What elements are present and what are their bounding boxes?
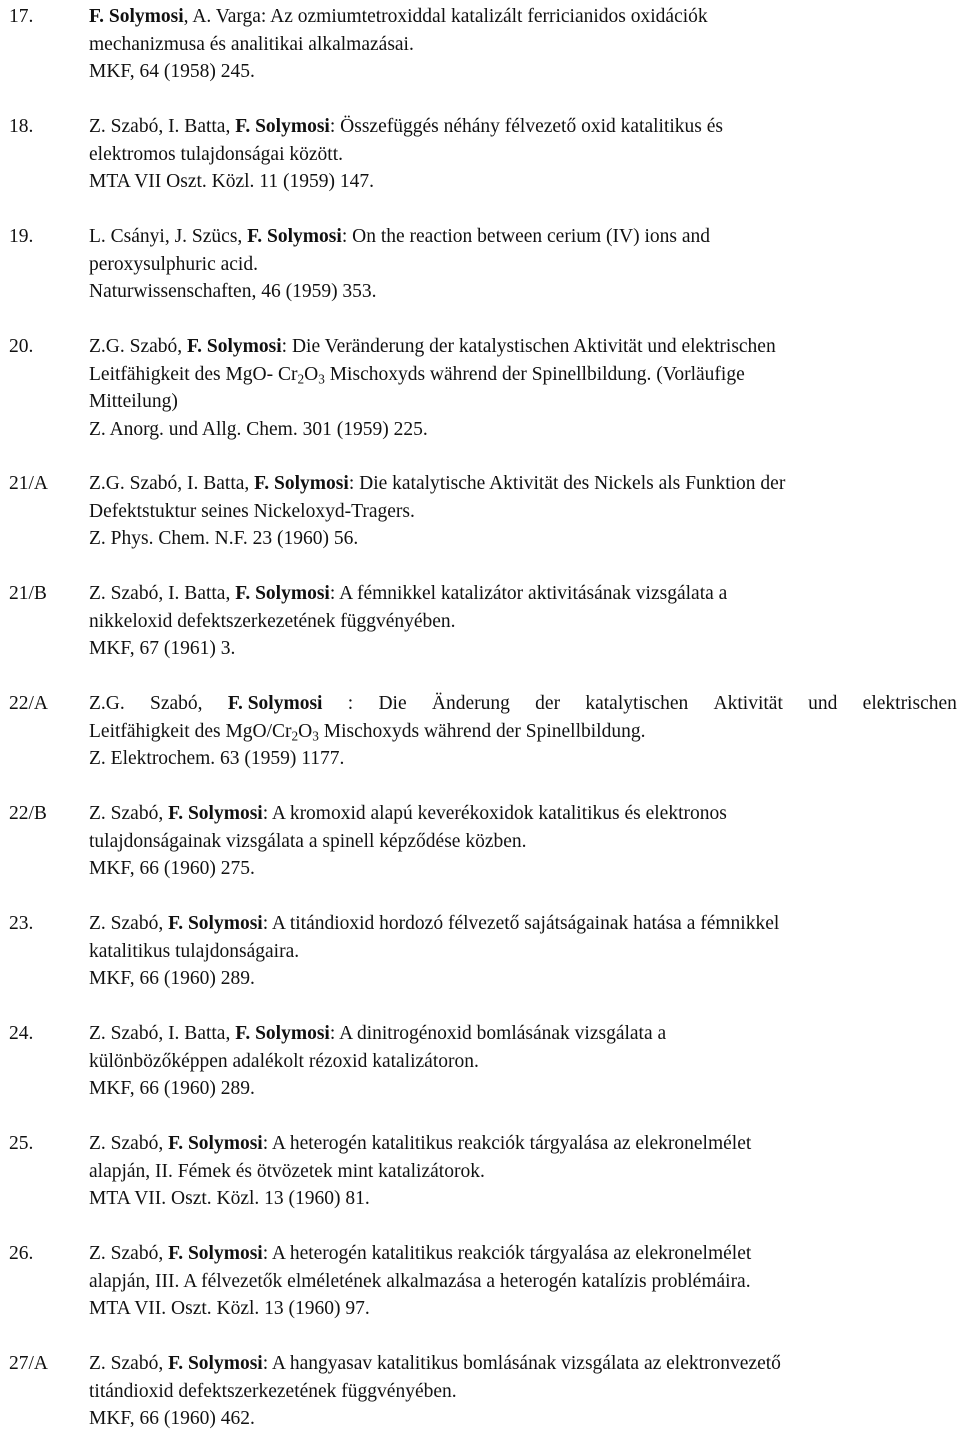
reference-line — [89, 388, 957, 416]
reference-line — [89, 470, 957, 498]
reference-body — [89, 3, 957, 86]
reference-line — [89, 718, 957, 746]
reference-line — [89, 333, 957, 361]
reference-text: Mischoxyds während der Spinellbildung. (Vorläufige — [324, 363, 745, 385]
reference-text: Defektstuktur seines Nickeloxyd-Tragers. — [89, 500, 415, 522]
reference-text: Aktivität — [713, 693, 783, 714]
reference-text: Z. Szabó, I. Batta, — [89, 1023, 236, 1044]
reference-line — [89, 1295, 957, 1323]
reference-text: Szabó, — [150, 693, 203, 714]
subscript: 2 — [291, 727, 299, 743]
reference-text: nikkeloxid defektszerkezetének függvényében. — [89, 610, 456, 632]
reference-text: Z. Szabó, — [89, 913, 169, 934]
reference-text: MKF, 66 (1960) 289. — [89, 968, 255, 989]
reference-number: 21/A — [9, 473, 48, 494]
reference-line — [89, 1020, 957, 1048]
reference-line — [89, 1185, 957, 1213]
reference-text: katalytischen — [585, 693, 689, 714]
reference-text: MTA VII Oszt. Közl. 11 (1959) 147. — [89, 171, 374, 192]
reference-text: O — [298, 720, 313, 742]
reference-text: titándioxid defektszerkezetének függvényében. — [89, 1380, 457, 1402]
author-name: F. Solymosi — [168, 1243, 263, 1264]
reference-text: Mitteilung) — [89, 391, 178, 412]
reference-text: Die — [378, 693, 407, 714]
subscript: 2 — [297, 370, 305, 386]
reference-text: L. Csányi, J. Szücs, — [89, 226, 248, 247]
reference-line — [89, 938, 957, 966]
reference-text: különbözőképpen adalékolt rézoxid katalizátoron. — [89, 1050, 479, 1072]
author-name: F. Solymosi — [168, 1133, 263, 1154]
author-name: F. Solymosi — [168, 913, 263, 934]
reference-text: katalitikus tulajdonságaira. — [89, 940, 300, 962]
author-name: F. Solymosi — [168, 803, 263, 824]
reference-text: Z. Anorg. und Allg. Chem. 301 (1959) 225. — [89, 418, 428, 440]
reference-number: 27/A — [9, 1353, 48, 1374]
reference-line — [89, 1350, 957, 1378]
author-name: F. Solymosi — [235, 1023, 330, 1044]
reference-line — [89, 1268, 957, 1296]
reference-body — [89, 223, 957, 306]
reference-number: 24. — [9, 1023, 34, 1044]
reference-line — [89, 251, 957, 279]
reference-text: : A heterogén katalitikus reakciók tárgyalása az elekronelmélet — [262, 1243, 752, 1264]
author-name: F. Solymosi — [235, 116, 330, 137]
reference-text: Z. Szabó, I. Batta, — [89, 116, 236, 137]
reference-number: 18. — [9, 116, 34, 137]
reference-body — [89, 333, 957, 443]
reference-text: alapján, III. A félvezetők elméletének alkalmazása a heterogén katalízis problémáira. — [89, 1270, 751, 1292]
reference-line — [89, 910, 957, 938]
reference-body — [89, 1240, 957, 1323]
reference-text: MKF, 66 (1960) 462. — [89, 1408, 255, 1429]
reference-text: Mischoxyds während der Spinellbildung. — [318, 720, 646, 742]
reference-text: der — [535, 693, 561, 714]
reference-text: : Összefüggés néhány félvezető oxid katalitikus és — [329, 116, 723, 137]
reference-text: MKF, 64 (1958) 245. — [89, 61, 255, 82]
reference-text: Z.G. Szabó, — [89, 336, 188, 357]
reference-text: Z. Szabó, — [89, 803, 169, 824]
reference-text: MKF, 67 (1961) 3. — [89, 638, 236, 659]
reference-text: Z.G. — [89, 693, 125, 714]
reference-text: elektrischen — [862, 693, 957, 714]
reference-line — [89, 608, 957, 636]
reference-text: peroxysulphuric acid. — [89, 253, 258, 275]
reference-number: 21/B — [9, 583, 47, 604]
reference-text: MTA VII. Oszt. Közl. 13 (1960) 81. — [89, 1188, 370, 1209]
reference-number: 23. — [9, 913, 34, 934]
reference-line — [89, 58, 957, 86]
reference-number: 22/A — [9, 693, 48, 714]
reference-line — [89, 800, 957, 828]
reference-text: Naturwissenschaften, 46 (1959) 353. — [89, 281, 377, 302]
reference-text: Z. Szabó, — [89, 1243, 169, 1264]
reference-line — [89, 168, 957, 196]
reference-number: 17. — [9, 6, 34, 27]
reference-line — [89, 3, 957, 31]
reference-body — [89, 800, 957, 883]
reference-text: MTA VII. Oszt. Közl. 13 (1960) 97. — [89, 1298, 370, 1319]
author-name: F. Solymosi — [168, 1353, 263, 1374]
reference-line — [89, 580, 957, 608]
reference-text: : On the reaction between cerium (IV) ions and — [341, 226, 711, 247]
reference-body — [89, 1130, 957, 1213]
reference-line — [89, 1130, 957, 1158]
reference-number: 19. — [9, 226, 34, 247]
reference-line — [89, 498, 957, 526]
reference-number: 26. — [9, 1243, 34, 1264]
reference-line — [89, 828, 957, 856]
reference-text: : — [347, 693, 354, 714]
reference-line — [89, 141, 957, 169]
reference-text: : A titándioxid hordozó félvezető sajátságainak hatása a fémnikkel — [262, 913, 780, 934]
reference-text: Z. Szabó, — [89, 1133, 169, 1154]
reference-body — [89, 580, 957, 663]
author-name: F. Solymosi — [235, 583, 330, 604]
reference-body — [89, 470, 957, 553]
reference-number: 22/B — [9, 803, 47, 824]
reference-line — [89, 223, 957, 251]
reference-text: Änderung — [431, 693, 510, 714]
reference-body — [89, 1020, 957, 1103]
reference-text: elektromos tulajdonságai között. — [89, 143, 343, 165]
reference-text: Leitfähigkeit des MgO/Cr — [89, 720, 292, 742]
reference-line — [89, 855, 957, 883]
reference-line — [89, 1240, 957, 1268]
reference-line — [89, 965, 957, 993]
reference-line — [89, 1075, 957, 1103]
reference-text: Z. Phys. Chem. N.F. 23 (1960) 56. — [89, 528, 359, 549]
reference-text: : A dinitrogénoxid bomlásának vizsgálata a — [329, 1023, 667, 1044]
reference-body — [89, 113, 957, 196]
subscript: 3 — [318, 370, 325, 386]
reference-text: : Die Veränderung der katalystischen Aktivität und elektrischen — [281, 336, 776, 357]
reference-text: O — [304, 363, 319, 385]
reference-text: MKF, 66 (1960) 275. — [89, 858, 255, 879]
reference-line — [89, 690, 957, 718]
reference-line — [89, 278, 957, 306]
reference-line — [89, 1405, 957, 1433]
reference-text: Z. Szabó, — [89, 1353, 169, 1374]
reference-text: , A. Varga: Az ozmiumtetroxiddal katalizált ferricianidos oxidációk — [183, 6, 708, 27]
author-name: F. Solymosi — [227, 693, 323, 714]
subscript: 3 — [312, 727, 319, 743]
reference-text: alapján, II. Fémek és ötvözetek mint katalizátorok. — [89, 1160, 485, 1182]
reference-text: und — [808, 693, 838, 714]
reference-line — [89, 1048, 957, 1076]
reference-text: : A heterogén katalitikus reakciók tárgyalása az elekronelmélet — [262, 1133, 752, 1154]
reference-line — [89, 416, 957, 444]
reference-text: : A hangyasav katalitikus bomlásának vizsgálata az elektronvezető — [262, 1353, 781, 1374]
author-name: F. Solymosi — [247, 226, 342, 247]
reference-body — [89, 690, 957, 773]
reference-text: Z.G. Szabó, I. Batta, — [89, 473, 255, 494]
reference-number: 25. — [9, 1133, 34, 1154]
reference-text: mechanizmusa és analitikai alkalmazásai. — [89, 33, 414, 55]
author-name: F. Solymosi — [187, 336, 282, 357]
reference-text: MKF, 66 (1960) 289. — [89, 1078, 255, 1099]
reference-line — [89, 525, 957, 553]
reference-body — [89, 910, 957, 993]
reference-line — [89, 1378, 957, 1406]
reference-text: : Die katalytische Aktivität des Nickels als Funktion der — [348, 473, 786, 494]
reference-text: Z. Elektrochem. 63 (1959) 1177. — [89, 748, 345, 769]
author-name: F. Solymosi — [254, 473, 349, 494]
reference-text: : A fémnikkel katalizátor aktivitásának vizsgálata a — [329, 583, 728, 604]
reference-line — [89, 745, 957, 773]
reference-line — [89, 31, 957, 59]
reference-body — [89, 1350, 957, 1433]
reference-line — [89, 361, 957, 389]
reference-text: tulajdonságainak vizsgálata a spinell képződése közben. — [89, 830, 527, 852]
reference-number: 20. — [9, 336, 34, 357]
reference-line — [89, 113, 957, 141]
reference-text: : A kromoxid alapú keverékoxidok katalitikus és elektronos — [262, 803, 727, 824]
reference-text: Z. Szabó, I. Batta, — [89, 583, 236, 604]
reference-line — [89, 1158, 957, 1186]
author-name: F. Solymosi — [89, 6, 184, 27]
reference-line — [89, 635, 957, 663]
reference-text: Leitfähigkeit des MgO- Cr — [89, 363, 298, 385]
